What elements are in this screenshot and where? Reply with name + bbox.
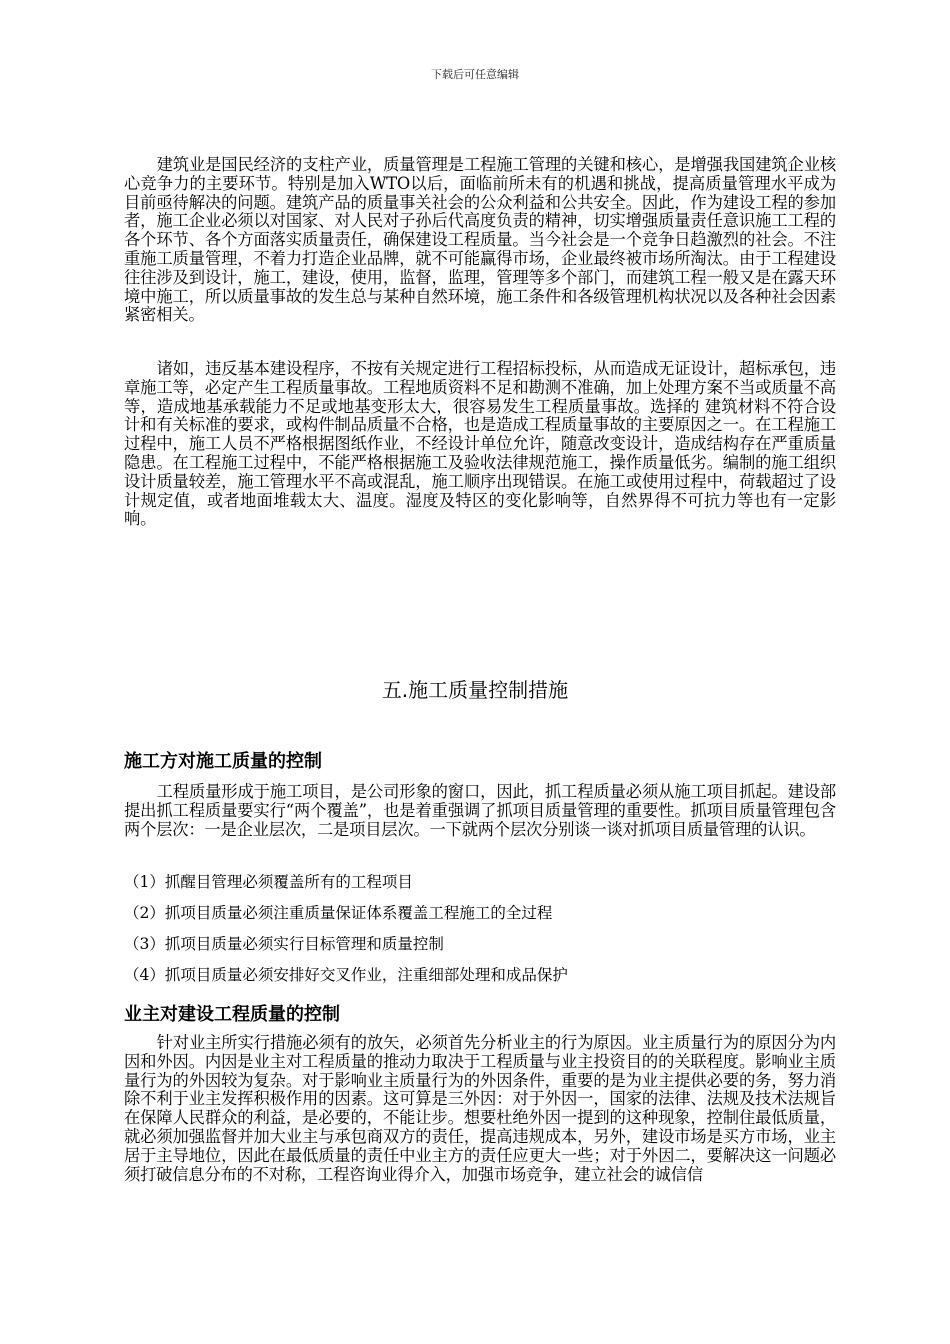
list-item: （4）抓项目质量必须安排好交叉作业，注重细部处理和成品保护 <box>124 966 568 984</box>
contractor-paragraph: 工程质量形成于施工项目，是公司形象的窗口，因此，抓工程质量必须从施工项目抓起。建设部提出抓工程质量要实行“两个覆盖”，也是着重强调了抓项目质量管理的重要性。抓项目质量管理包含两个层次：一是企业层次，二是项目层次。一下就两个层次分别谈一谈对抓项目质量管理的认识。 <box>124 782 836 839</box>
measures-list <box>124 873 568 997</box>
causes-paragraph: 诸如，违反基本建设程序，不按有关规定进行工程招标投标，从而造成无证设计，超标承包，违章施工等，必定产生工程质量事故。工程地质资料不足和勘测不准确，加上处理方案不当或质量不高等，造成地基承载能力不足或地基变形太大，很容易发生工程质量事故。选择的 建筑材料不符合设计和有关标准的要求，或构件制品质量不合格，也是造成工程质量事故的主要原因之一。在工程施工过程中，施工人员不严格根据图纸作业，不经设计单位允许，随意改变设计，造成结构存在严重质量隐患。在工程施工过程中，不能严格根据施工及验收法律规范施工，操作质量低劣。编制的施工组织设计质量较差，施工管理水平不高或混乱，施工顺序出现错误。在施工或使用过程中，荷载超过了设计规定值，或者地面堆载太大、温度。湿度及特区的变化影响等，自然界得不可抗力等也有一定影响。 <box>124 359 836 529</box>
subsection-title-contractor: 施工方对施工质量的控制 <box>124 751 322 772</box>
section-title: 五.施工质量控制措施 <box>381 678 569 702</box>
subsection-title-owner: 业主对建设工程质量的控制 <box>124 1004 340 1025</box>
list-item: （2）抓项目质量必须注重质量保证体系覆盖工程施工的全过程 <box>124 904 553 922</box>
page-header-note: 下载后可任意编辑 <box>431 68 519 81</box>
list-item: （1）抓醒目管理必须覆盖所有的工程项目 <box>124 873 413 891</box>
intro-paragraph: 建筑业是国民经济的支柱产业，质量管理是工程施工管理的关键和核心，是增强我国建筑企业核心竞争力的主要环节。特别是加入WTO以后，面临前所未有的机遇和挑战，提高质量管理水平成为目前亟待解决的问题。建筑产品的质量事关社会的公众利益和公共安全。因此，作为建设工程的参加者，施工企业必须以对国家、对人民对子孙后代高度负责的精神，切实增强质量责任意识施工工程的各个环节、各个方面落实质量责任，确保建设工程质量。当今社会是一个竞争日趋激烈的社会。不注重施工质量管理，不着力打造企业品牌，就不可能赢得市场，企业最终被市场所淘汰。由于工程建设往往涉及到设计，施工，建设，使用，监督，监理，管理等多个部门，而建筑工程一般又是在露天环境中施工，所以质量事故的发生总与某种自然环境，施工条件和各级管理机构状况以及各种社会因素紧密相关。 <box>124 155 836 325</box>
list-item: （3）抓项目质量必须实行目标管理和质量控制 <box>124 935 444 953</box>
owner-paragraph: 针对业主所实行措施必须有的放矢，必须首先分析业主的行为原因。业主质量行为的原因分为内因和外因。内因是业主对工程质量的推动力取决于工程质量与业主投资目的的关联程度。影响业主质量行为的外因较为复杂。对于影响业主质量行为的外因条件，重要的是为业主提供必要的务，努力消除不利于业主发挥积极作用的因素。这可算是三外因：对于外因一，国家的法律、法规及技术法规旨在保障人民群众的利益，是必要的，不能让步。想要杜绝外因一提到的这种现象，控制住最低质量，就必须加强监督并加大业主与承包商双方的责任，提高违规成本，另外，建设市场是买方市场，业主居于主导地位，因此在最低质量的责任中业主方的责任应更大一些；对于外因二，要解决这一问题必须打破信息分布的不对称，工程咨询业得介入，加强市场竞争，建立社会的诚信信 <box>124 1033 836 1184</box>
